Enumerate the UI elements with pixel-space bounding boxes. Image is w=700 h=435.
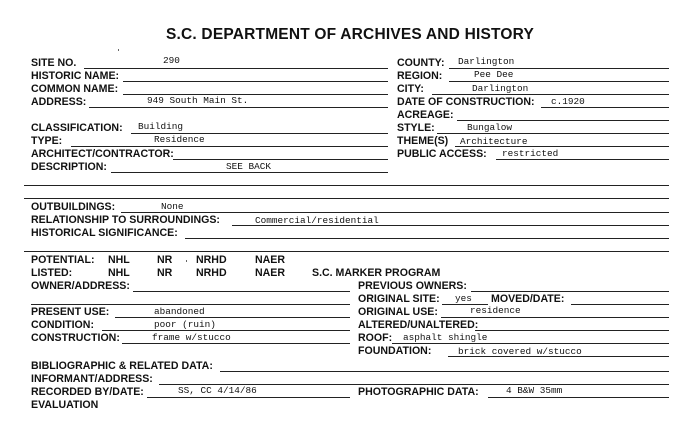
classification-value: Building	[138, 121, 184, 132]
previous-owners-line	[471, 291, 669, 292]
region-label: REGION:	[397, 70, 443, 82]
construction-label: CONSTRUCTION:	[31, 332, 120, 344]
region-line	[449, 81, 669, 82]
owner-address-line-2	[31, 304, 350, 305]
roof-value: asphalt shingle	[403, 332, 488, 343]
historical-significance-label: HISTORICAL SIGNIFICANCE:	[31, 227, 178, 239]
common-name-label: COMMON NAME:	[31, 83, 119, 95]
speck-mark	[118, 49, 119, 51]
site-no-label: SITE NO.	[31, 57, 77, 69]
acreage-label: ACREAGE:	[397, 109, 454, 121]
public-access-line	[496, 159, 669, 160]
marker-program-label: S.C. MARKER PROGRAM	[312, 267, 441, 279]
evaluation-label: EVALUATION	[31, 399, 99, 411]
recorded-by-label: RECORDED BY/DATE:	[31, 386, 144, 398]
moved-date-line	[571, 304, 669, 305]
moved-date-label: MOVED/DATE:	[491, 293, 565, 305]
city-label: CITY:	[397, 83, 424, 95]
relationship-value: Commercial/residential	[255, 215, 379, 226]
potential-nhl: NHL	[108, 254, 130, 266]
altered-unaltered-label: ALTERED/UNALTERED:	[358, 319, 479, 331]
style-value: Bungalow	[467, 122, 513, 133]
condition-line	[102, 330, 350, 331]
form-title: S.C. DEPARTMENT OF ARCHIVES AND HISTORY	[165, 26, 535, 43]
original-use-value: residence	[470, 305, 521, 316]
date-of-construction-value: c.1920	[551, 96, 585, 107]
architect-line	[173, 159, 388, 160]
recorded-by-line	[147, 397, 350, 398]
present-use-label: PRESENT USE:	[31, 306, 110, 318]
owner-address-line	[133, 291, 350, 292]
themes-value: Architecture	[460, 136, 528, 147]
county-label: COUNTY:	[397, 57, 445, 69]
owner-address-label: OWNER/ADDRESS:	[31, 280, 130, 292]
county-value: Darlington	[458, 56, 515, 67]
construction-value: frame w/stucco	[152, 332, 231, 343]
listed-naer: NAER	[255, 267, 286, 279]
listed-nhl: NHL	[108, 267, 130, 279]
potential-naer: NAER	[255, 254, 286, 266]
blank-line	[24, 251, 669, 252]
original-use-label: ORIGINAL USE:	[358, 306, 438, 318]
photographic-data-label: PHOTOGRAPHIC DATA:	[358, 386, 479, 398]
description-label: DESCRIPTION:	[31, 161, 107, 173]
relationship-label: RELATIONSHIP TO SURROUNDINGS:	[31, 214, 220, 226]
original-site-value: yes	[455, 293, 472, 304]
address-line	[89, 107, 388, 108]
public-access-label: PUBLIC ACCESS:	[397, 148, 487, 160]
acreage-line	[457, 120, 669, 121]
date-of-construction-label: DATE OF CONSTRUCTION:	[397, 96, 535, 108]
photographic-data-line	[488, 397, 669, 398]
historic-name-label: HISTORIC NAME:	[31, 70, 120, 82]
classification-label: CLASSIFICATION:	[31, 122, 123, 134]
present-use-line	[115, 317, 350, 318]
historical-significance-line	[185, 238, 669, 239]
foundation-value: brick covered w/stucco	[458, 346, 582, 357]
site-no-value: 290	[163, 55, 180, 66]
listed-nrhd: NRHD	[196, 267, 227, 279]
condition-label: CONDITION:	[31, 319, 94, 331]
present-use-value: abandoned	[154, 306, 205, 317]
address-label: ADDRESS:	[31, 96, 87, 108]
bibliographic-line	[220, 371, 669, 372]
date-of-construction-line	[541, 107, 669, 108]
potential-nr: NR	[157, 254, 173, 266]
description-line	[111, 172, 388, 173]
informant-address-label: INFORMANT/ADDRESS:	[31, 373, 153, 385]
foundation-label: FOUNDATION:	[358, 345, 432, 357]
style-label: STYLE:	[397, 122, 435, 134]
potential-label: POTENTIAL:	[31, 254, 95, 266]
city-value: Darlington	[472, 83, 529, 94]
address-value: 949 South Main St.	[147, 95, 249, 106]
listed-label: LISTED:	[31, 267, 73, 279]
roof-line	[392, 343, 669, 344]
style-line	[437, 133, 669, 134]
themes-label: THEME(S)	[397, 135, 449, 147]
speck-mark	[186, 260, 187, 262]
potential-nrhd: NRHD	[196, 254, 227, 266]
photographic-data-value: 4 B&W 35mm	[506, 385, 563, 396]
original-site-label: ORIGINAL SITE:	[358, 293, 440, 305]
outbuildings-label: OUTBUILDINGS:	[31, 201, 116, 213]
previous-owners-label: PREVIOUS OWNERS:	[358, 280, 467, 292]
outbuildings-value: None	[161, 201, 184, 212]
altered-unaltered-line	[475, 330, 669, 331]
blank-line	[24, 198, 669, 199]
outbuildings-line	[121, 212, 669, 213]
condition-value: poor (ruin)	[154, 319, 216, 330]
listed-nr: NR	[157, 267, 173, 279]
type-value: Residence	[154, 134, 205, 145]
architect-label: ARCHITECT/CONTRACTOR:	[31, 148, 174, 160]
construction-line	[122, 343, 350, 344]
region-value: Pee Dee	[474, 69, 514, 80]
public-access-value: restricted	[502, 148, 559, 159]
description-value: SEE BACK	[226, 161, 272, 172]
roof-label: ROOF:	[358, 332, 393, 344]
blank-line	[24, 185, 669, 186]
recorded-by-value: SS, CC 4/14/86	[178, 385, 257, 396]
site-no-line	[84, 68, 388, 69]
type-line	[71, 146, 388, 147]
original-use-line	[441, 317, 669, 318]
type-label: TYPE:	[31, 135, 63, 147]
bibliographic-label: BIBLIOGRAPHIC & RELATED DATA:	[31, 360, 213, 372]
city-line	[432, 94, 669, 95]
historic-name-line	[123, 81, 388, 82]
